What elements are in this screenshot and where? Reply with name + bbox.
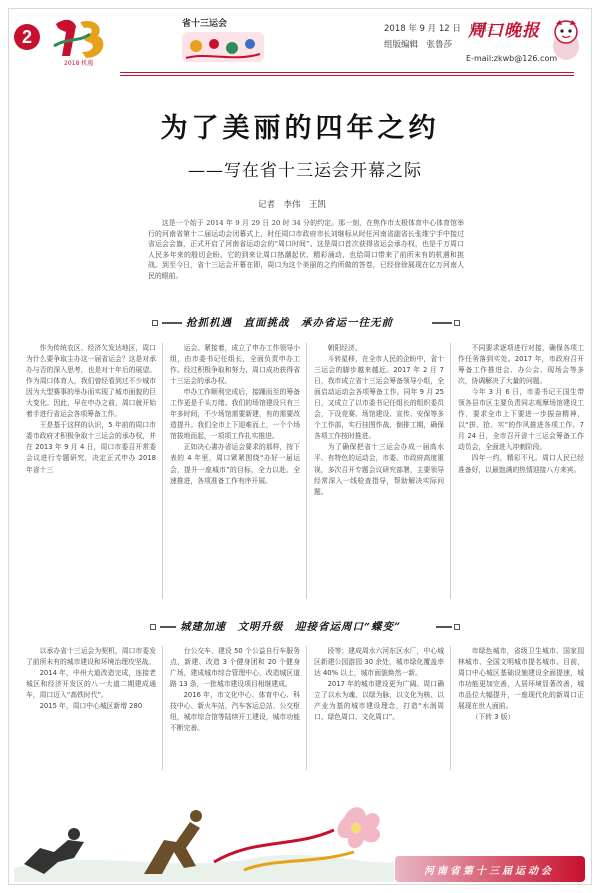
mascot-icon	[548, 18, 584, 62]
article-byline: 记者 李伟 王凯	[258, 200, 327, 210]
section2-column-3	[314, 646, 444, 770]
article-lead: 这是一个始于 2014 年 9 月 29 日 20 时 34 分的约定。那一刻，在焦作市太极体育中心体育馆举行的河南省第十二届运动会闭幕式上，时任周口市政府市长刘继标从时任河南省副省长张维宁手中接过省运会会旗，正式开启了河南省运动会的“周口时间”。这是周口首次获得省运会承办权，也是千万周口人民多年来的殷切企盼。它的到来让周口热潮起伏、精彩涌动，也给周口带来了前所未有的机遇和挑战。到至今日，省十三运会开幕在即，周口为这个美丽的之约所做的答卷，已经徐徐展现在亿万河南人民的眼前。	[148, 219, 464, 280]
section1-column-2	[170, 343, 300, 603]
games-name: 省十三运会	[182, 19, 228, 29]
paragraph: 2015 年，周口中心城区新增 280	[39, 702, 143, 711]
paragraph: 申办工作顺利完成后，接踵而至的筹备工作更是千头万绪。我们的场馆建设只有三年多时间，不少场馆需要新建，有的需要改造提升。我们全市上下迎难而上，一个个场馆拔地而起，一项项工作扎实推进。	[170, 388, 300, 441]
editor-line: 组版编辑 张鲁莎	[384, 40, 453, 50]
header-divider	[120, 72, 574, 73]
paragraph: 王是基于这样的认识，5 年前的周口市委市政府才积极争取十三运会的承办权，并在 2013 年 9 月 4 日，周口市委召开常委会议进行专题研究，决定正式申办 2018 年省十三	[26, 421, 156, 474]
paragraph: 今年 3 月 6 日，市委书记王国生带领各县市区主要负责同志观摩场馆建设工作，要求全市上下要进一步振奋精神，以“拼、抢、实”的作风推进各项工作。7 月 24 日，全市召开省十三运会筹备工作动员会，全面进入冲刺阶段。	[458, 388, 584, 452]
heading-square-icon	[454, 624, 460, 630]
header-divider-secondary	[120, 75, 574, 76]
paragraph: 为了确保把省十三运会办成一届高水平、有特色的运动会，市委、市政府高度重视，多次召开专题会议研究部署，主要领导经常深入一线检查指导，帮助解决实际问题。	[314, 443, 444, 496]
paper-name: 周口晚报	[468, 21, 540, 41]
section1-column-3	[314, 343, 444, 603]
heading-rule-right	[436, 626, 452, 628]
paragraph: 四年一约，精彩不凡。周口人民已经准备好，以最饱满的热情迎接八方来宾。	[458, 454, 584, 474]
paragraph: 正如决心書办省运会要求的那样，按下表的 4 年里，周口紧紧围绕“办好一届运会，提升一座城市”的目标，全力以赴、全速推进，各项准备工作有序开展。	[170, 443, 300, 485]
column-divider	[450, 343, 451, 599]
section2-column-1	[26, 646, 156, 770]
paragraph: 段等；建成周水六河东区水厂，中心城区新建公园游园 30 余处，城市绿化覆盖率达 40% 以上，城市面貌焕然一新。	[314, 647, 444, 678]
heading-rule-left	[162, 322, 182, 324]
section2-column-2	[170, 646, 300, 770]
paragraph: 以承办省十三运会为契机，周口市委发了前所未有的城市建设和环境治理攻坚战。	[26, 647, 156, 667]
section2-column-4	[458, 646, 584, 770]
paragraph: 运会。紧接着，成立了申办工作领导小组，由市委书记任组长，全面负责申办工作。经过积极争取和努力，周口成功获得省十三运会的承办权。	[170, 344, 300, 386]
footer-banner-text: 河南省第十三届运动会	[424, 866, 554, 877]
heading-rule-right	[432, 322, 452, 324]
email-address: E-mail:zkwb@126.com	[466, 54, 558, 63]
section1-column-4	[458, 343, 584, 603]
athletes-banner-icon	[182, 28, 264, 68]
section1-heading: 抢抓机遇 直面挑战 承办省运一往无前	[186, 317, 393, 329]
column-divider	[306, 646, 307, 770]
column-divider	[162, 343, 163, 599]
paragraph: （下转 3 版）	[471, 713, 515, 722]
heading-square-icon	[152, 320, 158, 326]
paragraph: 2017 年的城市建设更为广阔。周口确立了以水为魂、以绿为脉，以文化为核、以产业为基的城市建设理念，打造“水润周口、绿色周口、文化周口”。	[314, 680, 444, 722]
date-line: 2018 年 9 月 12 日 星期三	[384, 24, 495, 34]
column-divider	[306, 343, 307, 599]
paragraph: 2014 年，中州大道改造完成，连接老城区和经济开发区的八一大道二期建成通车，周口迈入“高铁时代”。	[26, 669, 156, 700]
section1-column-1	[26, 343, 156, 603]
paragraph: 市绿色城市，省级卫生城市、国家园林城市、全国文明城市提名城市。目前，周口中心城区基础设施建设全面提速，城市功能更加完善，人居环境显著改善，城市品位大幅提升，一座现代化的新周口正展现在世人面前。	[458, 647, 584, 711]
paragraph: 朝阳经济。	[327, 344, 362, 352]
paragraph: 作为传统农区、经济欠发达地区，周口为什么要争取主办这一届省运会？这是对承办与否的深入思考，也是对十年后的展望。作为周口体育人，我们曾经看到过不少城市因为大型赛事的举办而实现了城市面貌的巨大变化。因此，早在申办之前，周口就开始着手进行省运会各项筹备工作。	[26, 344, 156, 419]
article-subtitle: ——写在省十三运会开幕之际	[188, 161, 422, 181]
article-title: 为了美丽的四年之约	[160, 113, 440, 144]
athletes-illustration-icon	[14, 778, 394, 882]
paragraph: 台公交车，建设 50 个公益自行车服务点，新建、改造 3 个健身团和 20 个健身广场，建成城市综合管理中心，改造城区道路 13 条，一批城市建设项目相继建成。	[170, 647, 300, 689]
heading-square-icon	[454, 320, 460, 326]
section2-heading: 城建加速 文明升级 迎接省运周口“蝶变”	[180, 621, 402, 633]
column-divider	[450, 646, 451, 770]
heading-rule-left	[160, 626, 176, 628]
paragraph: 不同要求逐项进行对接，确保各项工作任务落到实处。2017 年，市政府召开筹备工作推进会、办公会、现场会等多次，协调解决了大量的问题。	[458, 344, 584, 386]
column-divider	[162, 646, 163, 770]
logo-caption: 2018 机遇	[64, 60, 94, 67]
games-logo-icon	[50, 16, 108, 64]
heading-square-icon	[150, 624, 156, 630]
paragraph: 2016 年，市文化中心、体育中心、科技中心、新火车站，汽车客运总站、公交枢纽，城市综合馆等陆续开工建设，城市功能不断完善。	[170, 691, 300, 733]
paragraph: 斗转星移，在全市人民的企盼中，省十三运会的脚步越来越近。2017 年 2 月 7 日，我市成立省十三运会筹备领导小组，全面启动运动会各项筹备工作。同年 9 月 25 日，又成立了以市委书记任组长的组织委员会，下设竞赛、场馆建设、宣传、安保等多个工作部，实行挂图作战、倒排工期，确保各项工作按时推进。	[314, 355, 444, 441]
page-number-badge: 2	[14, 24, 40, 50]
